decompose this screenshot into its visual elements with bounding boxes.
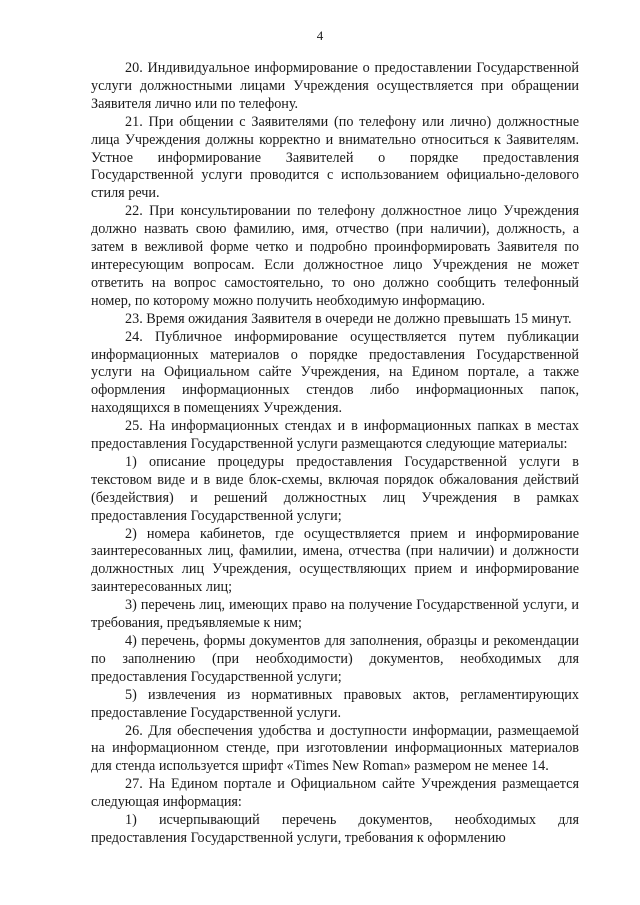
paragraph-25-item-3: 3) перечень лиц, имеющих право на получение Государственной услуги, и требования, предъявляемые к ним; [91, 597, 579, 632]
paragraph-27: 27. На Едином портале и Официальном сайте Учреждения размещается следующая информация: [91, 776, 579, 811]
paragraph-20: 20. Индивидуальное информирование о предоставлении Государственной услуги должностными лицами Учреждения осуществляется при обращении Заявителя лично или по телефону. [91, 60, 579, 112]
paragraph-25-item-1: 1) описание процедуры предоставления Государственной услуги в текстовом виде и в виде блок-схемы, включая порядок обжалования действий (бездействия) и решений должностных лиц Учреждения в рамках предоставления Государственной услуги; [91, 453, 579, 524]
paragraph-25: 25. На информационных стендах и в информационных папках в местах предоставления Государственной услуги размещаются следующие материалы: [91, 418, 579, 453]
paragraph-25-item-2: 2) номера кабинетов, где осуществляется прием и информирование заинтересованных лиц, фамилии, имена, отчества (при наличии) и должности должностных лиц Учреждения, осуществляющих прием и информирование заинтересованных лиц; [91, 525, 579, 596]
paragraph-27-item-1: 1) исчерпывающий перечень документов, необходимых для предоставления Государственной услуги, требования к оформлению [91, 812, 579, 846]
paragraph-26: 26. Для обеспечения удобства и доступности информации, размещаемой на информационном стенде, при изготовлении информационных материалов для стенда используется шрифт «Times New Roman» размером не менее 14. [91, 722, 579, 775]
page-number: 4 [316, 28, 324, 43]
paragraph-22: 22. При консультировании по телефону должностное лицо Учреждения должно назвать свою фамилию, имя, отчество (при наличии), должность, а затем в вежливой форме четко и подробно проинформировать Заявителя по интересующим вопросам. Если должностное лицо Учреждения не может ответить на вопрос самостоятельно, то оно должно сообщить телефонный номер, по которому можно получить необходимую информацию. [91, 203, 579, 309]
paragraph-24: 24. Публичное информирование осуществляется путем публикации информационных материалов о порядке предоставления Государственной услуги на Официальном сайте Учреждения, на Едином портале, а также оформления информационных стендов либо информационных папок, находящихся в помещениях Учреждения. [91, 328, 579, 417]
paragraph-25-item-5: 5) извлечения из нормативных правовых актов, регламентирующих предоставление Государственной услуги. [91, 686, 579, 721]
paragraph-23: 23. Время ожидания Заявителя в очереди не должно превышать 15 минут. [125, 310, 572, 327]
document-body [91, 60, 579, 848]
paragraph-21: 21. При общении с Заявителями (по телефону или лично) должностные лица Учреждения должны корректно и внимательно относиться к Заявителям. Устное информирование Заявителей о порядке предоставления Государственной услуги проводится с использованием официально-делового стиля речи. [91, 113, 579, 202]
paragraph-25-item-4: 4) перечень, формы документов для заполнения, образцы и рекомендации по заполнению (при необходимости) документов, необходимых для предоставления Государственной услуги; [91, 633, 579, 685]
